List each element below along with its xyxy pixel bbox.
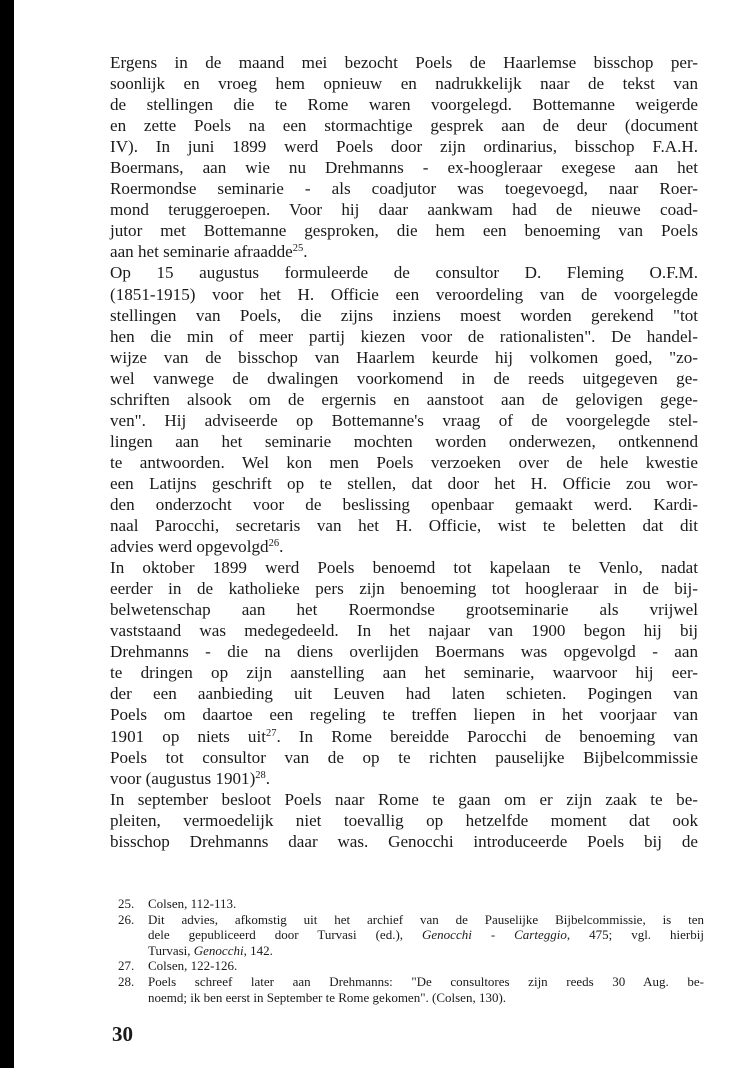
text-line: hen die min of meer partij kiezen voor de rationalisten". De handel-: [110, 326, 698, 346]
text-line: wel vanwege de dwalingen voorkomend in de reeds uitgegeven ge-: [110, 368, 698, 388]
paragraph-2: [110, 262, 698, 557]
text-line: In oktober 1899 werd Poels benoemd tot kapelaan te Venlo, nadat: [110, 558, 698, 578]
text-line: Boermans, aan wie nu Drehmanns - ex-hoogleraar exegese aan het: [110, 158, 698, 178]
citation-title: Genocchi: [193, 942, 244, 958]
text-line: stellingen van Poels, die zijns inziens moest worden gerekend "tot: [110, 305, 698, 325]
text-line: advies werd opgevolgd$^{26}$.: [110, 537, 284, 557]
footnote-ref: 26: [268, 538, 280, 550]
page-number: 30: [112, 1022, 133, 1046]
text-line: Roermondse seminarie - als coadjutor was toegevoegd, naar Roer-: [110, 179, 698, 199]
text-line: Poels tot consultor van de op te richten pauselijke Bijbelcommissie: [110, 747, 698, 767]
footnote-ref: 27: [265, 727, 277, 739]
footnote-number: 28.: [118, 973, 135, 989]
text-line: lingen aan het seminarie mochten worden onderwezen, ontkennend: [110, 431, 698, 451]
text-line: een Latijns geschrift op te stellen, dat door het H. Officie zou wor-: [110, 473, 698, 493]
text-line: schriften alsook om de ergernis en aanstoot aan de gelovigen gege-: [110, 389, 698, 409]
paragraph-4: [110, 789, 698, 852]
text-line: In september besloot Poels naar Rome te gaan om er zijn zaak te be-: [110, 789, 698, 809]
footnote-ref: 28: [255, 769, 266, 781]
citation-title: Genocchi - Carteggio: [422, 927, 567, 943]
text-line: de stellingen die te Rome waren voorgelegd. Bottemanne weigerde: [110, 95, 698, 115]
text-line: soonlijk en vroeg hem opnieuw en nadrukkelijk naar de tekst van: [110, 74, 698, 94]
footnote-26: [118, 912, 704, 959]
text-line: aan het seminarie afraadde$^{25}$.: [110, 242, 308, 262]
footnote-28: [118, 974, 704, 1005]
footnote-ref: 25: [292, 243, 304, 255]
footnote-number: 26.: [118, 911, 135, 927]
footnote-line: Colsen, 112-113.: [148, 896, 237, 911]
text-line: wijze van de bisschop van Haarlem keurde hij volkomen goed, "zo-: [110, 347, 698, 367]
footnote-27: [118, 958, 704, 974]
text-line: belwetenschap aan het Roermondse grootseminarie als vrijwel: [110, 600, 698, 620]
text-line: te dringen op zijn aanstelling aan het seminarie, waarvoor hij eer-: [110, 663, 698, 683]
text-line: Poels om daartoe een regeling te treffen liepen in het voorjaar van: [110, 705, 698, 725]
text-line: en zette Poels na een stormachtige gesprek aan de deur (document: [110, 116, 698, 136]
footnote-line: Poels schreef later aan Drehmanns: "De consultores zijn reeds 30 Aug. be-: [148, 973, 704, 989]
text-line: jutor met Bottemanne gesproken, die hem een benoeming van Poels: [110, 221, 698, 241]
text-line: IV). In juni 1899 werd Poels door zijn ordinarius, bisschop F.A.H.: [110, 137, 698, 157]
footnote-number: 27.: [118, 958, 135, 974]
paragraph-1: [110, 52, 698, 262]
text-line: vaststaand was medegedeeld. In het najaar van 1900 begon hij bij: [110, 621, 698, 641]
text-line: bisschop Drehmanns daar was. Genocchi introduceerde Poels bij de: [110, 831, 698, 851]
text-line: pleiten, vermoedelijk niet toevallig op hetzelfde moment dat ook: [110, 810, 698, 830]
footnotes: [118, 896, 704, 1005]
text-line: mond teruggeroepen. Voor hij daar aankwam had de nieuwe coad-: [110, 200, 698, 220]
text-line: (1851-1915) voor het H. Officie een veroordeling van de voorgelegde: [110, 284, 698, 304]
text-line: den onderzocht voor de beslissing openbaar gemaakt werd. Kardi-: [110, 494, 698, 514]
text-line: Drehmanns - die na diens overlijden Boermans was opgevolgd - aan: [110, 642, 698, 662]
footnote-line: Turvasi, Genocchi, 142.: [148, 942, 273, 958]
body-text: [110, 52, 698, 852]
text-line: naal Parocchi, secretaris van het H. Officie, wist te beletten dat dit: [110, 516, 698, 536]
footnote-number: 25.: [118, 896, 135, 911]
footnote-line: Colsen, 122-126.: [148, 958, 238, 974]
text-line: 1901 op niets uit$^{27}$. In Rome bereidde Parocchi de benoeming van: [110, 726, 698, 746]
text-line: voor (augustus 1901)$^{28}$.: [110, 768, 271, 788]
text-line: Op 15 augustus formuleerde de consultor D. Fleming O.F.M.: [110, 263, 698, 283]
text-line: der een aanbieding uit Leuven had laten schieten. Pogingen van: [110, 684, 698, 704]
text-line: te antwoorden. Wel kon men Poels verzoeken over de hele kwestie: [110, 452, 698, 472]
footnote-line: noemd; ik ben eerst in September te Rome gekomen". (Colsen, 130).: [148, 989, 507, 1005]
paragraph-3: [110, 557, 698, 789]
footnote-line: Dit advies, afkomstig uit het archief van de Pauselijke Bijbelcommissie, is ten: [148, 911, 704, 927]
text-line: eerder in de katholieke pers zijn benoeming tot hoogleraar in de bij-: [110, 579, 698, 599]
footnote-25: [118, 896, 704, 912]
footnote-line: dele gepubliceerd door Turvasi (ed.), Genocchi - Carteggio, 475; vgl. hierbij: [148, 927, 704, 943]
text-line: ven". Hij adviseerde op Bottemanne's vraag of de voorgelegde stel-: [110, 410, 698, 430]
page-edge-shadow: [0, 0, 14, 1068]
text-line: Ergens in de maand mei bezocht Poels de Haarlemse bisschop per-: [110, 53, 698, 72]
